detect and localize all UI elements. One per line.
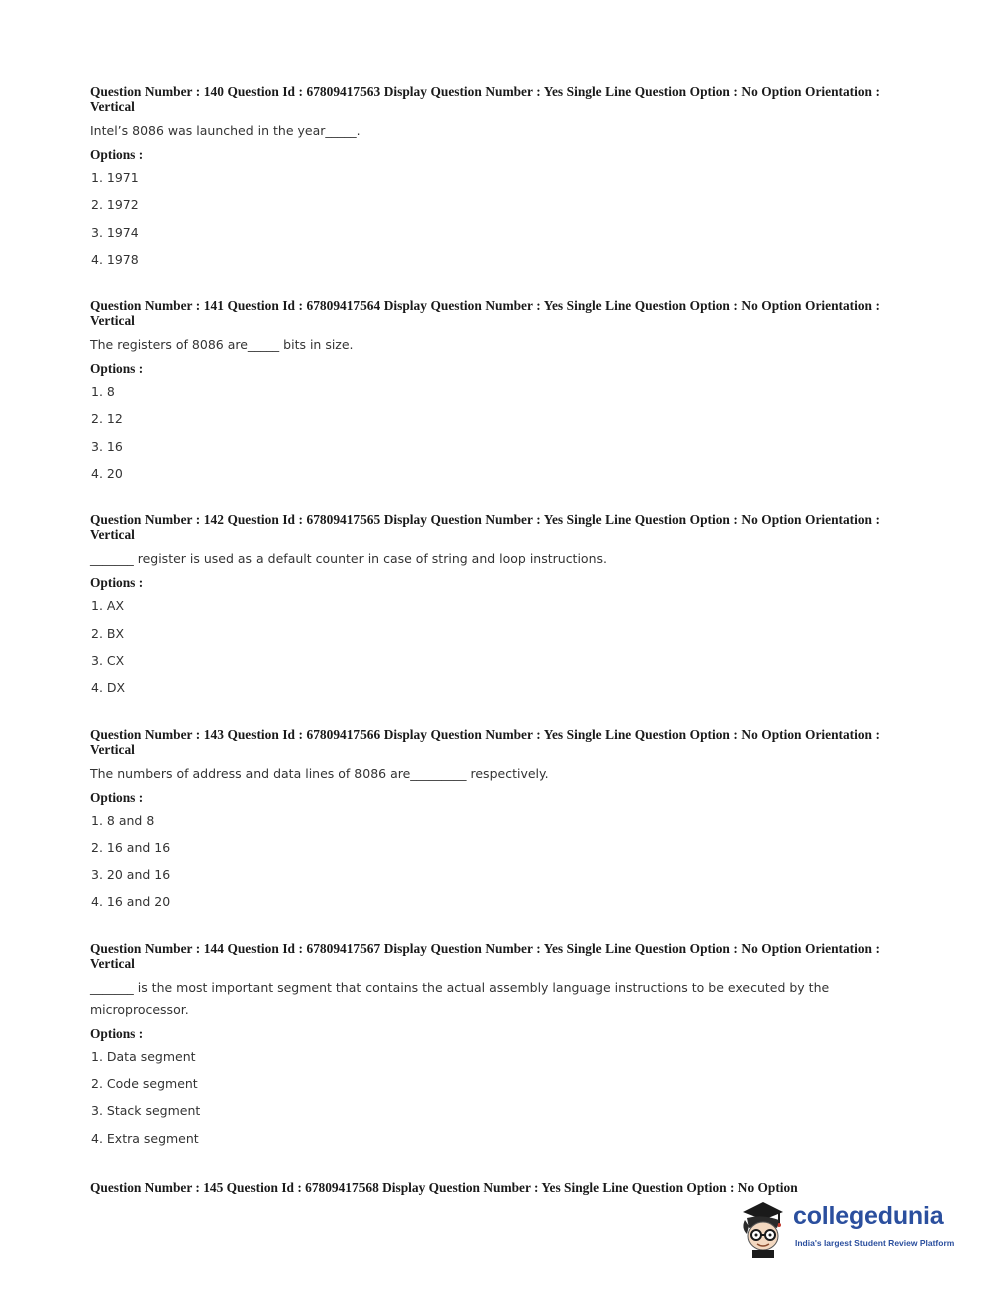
option-item: 4. 20 [91,466,123,482]
option-item: 2. 1972 [91,197,139,213]
logo-wordmark: collegedunia [793,1202,944,1230]
question-block [90,512,880,701]
option-item: 3. 20 and 16 [91,867,171,883]
option-item: 1. 8 [91,384,115,400]
logo-tagline: India's largest Student Review Platform [795,1238,955,1248]
question-stem: The numbers of address and data lines of 8086 are_________ respectively. [90,765,549,781]
option-item: 1. Data segment [91,1048,196,1064]
option-item: 3. Stack segment [91,1103,201,1119]
options-label: Options : [90,1025,144,1041]
option-item: 3. CX [91,652,125,668]
collegedunia-logo [735,1190,965,1260]
options-label: Options : [90,575,144,591]
question-stem: _______ register is used as a default counter in case of string and loop instructions. [90,551,607,567]
option-item: 3. 1974 [91,224,139,240]
option-item: 2. BX [91,625,125,641]
question-block [90,298,880,487]
option-item: 4. 16 and 20 [91,894,171,910]
options-label: Options : [90,789,144,805]
options-label: Options : [90,147,144,162]
question-meta: Question Number : 141 Question Id : 67809417564 Display Question Number : Yes Single Line Question Option : No Option Orientation : Vertical [90,298,880,329]
question-list [90,84,880,1177]
option-item: 4. 1978 [91,251,139,267]
option-item: 2. 16 and 16 [91,839,171,855]
question-block [90,941,880,1152]
question-block [90,84,880,273]
question-stem: Intel’s 8086 was launched in the year_____. [90,123,361,138]
truncated-question-meta: Question Number : 145 Question Id : 67809417568 Display Question Number : Yes Single Line Question Option : No Option [90,1180,798,1195]
question-meta: Question Number : 143 Question Id : 67809417566 Display Question Number : Yes Single Line Question Option : No Option Orientation : Vertical [90,726,880,757]
option-item: 4. DX [91,680,126,696]
option-item: 3. 16 [91,438,123,454]
question-stem: _______ is the most important segment that contains the actual assembly language instructions to be executed by the microprocessor. [90,979,830,1017]
option-item: 2. Code segment [91,1076,198,1092]
question-meta: Question Number : 144 Question Id : 67809417567 Display Question Number : Yes Single Line Question Option : No Option Orientation : Vertical [90,940,880,971]
question-meta: Question Number : 142 Question Id : 67809417565 Display Question Number : Yes Single Line Question Option : No Option Orientation : Vertical [90,512,880,543]
question-meta: Question Number : 140 Question Id : 67809417563 Display Question Number : Yes Single Line Question Option : No Option Orientation : Vertical [90,84,880,114]
option-item: 4. Extra segment [91,1130,199,1146]
question-stem: The registers of 8086 are_____ bits in size. [90,337,354,353]
option-item: 1. 8 and 8 [91,812,155,828]
option-item: 2. 12 [91,411,123,427]
question-block [90,727,880,916]
option-item: 1. 1971 [91,170,139,185]
options-label: Options : [90,361,144,377]
option-item: 1. AX [91,598,125,614]
mascot-icon [735,1190,795,1260]
